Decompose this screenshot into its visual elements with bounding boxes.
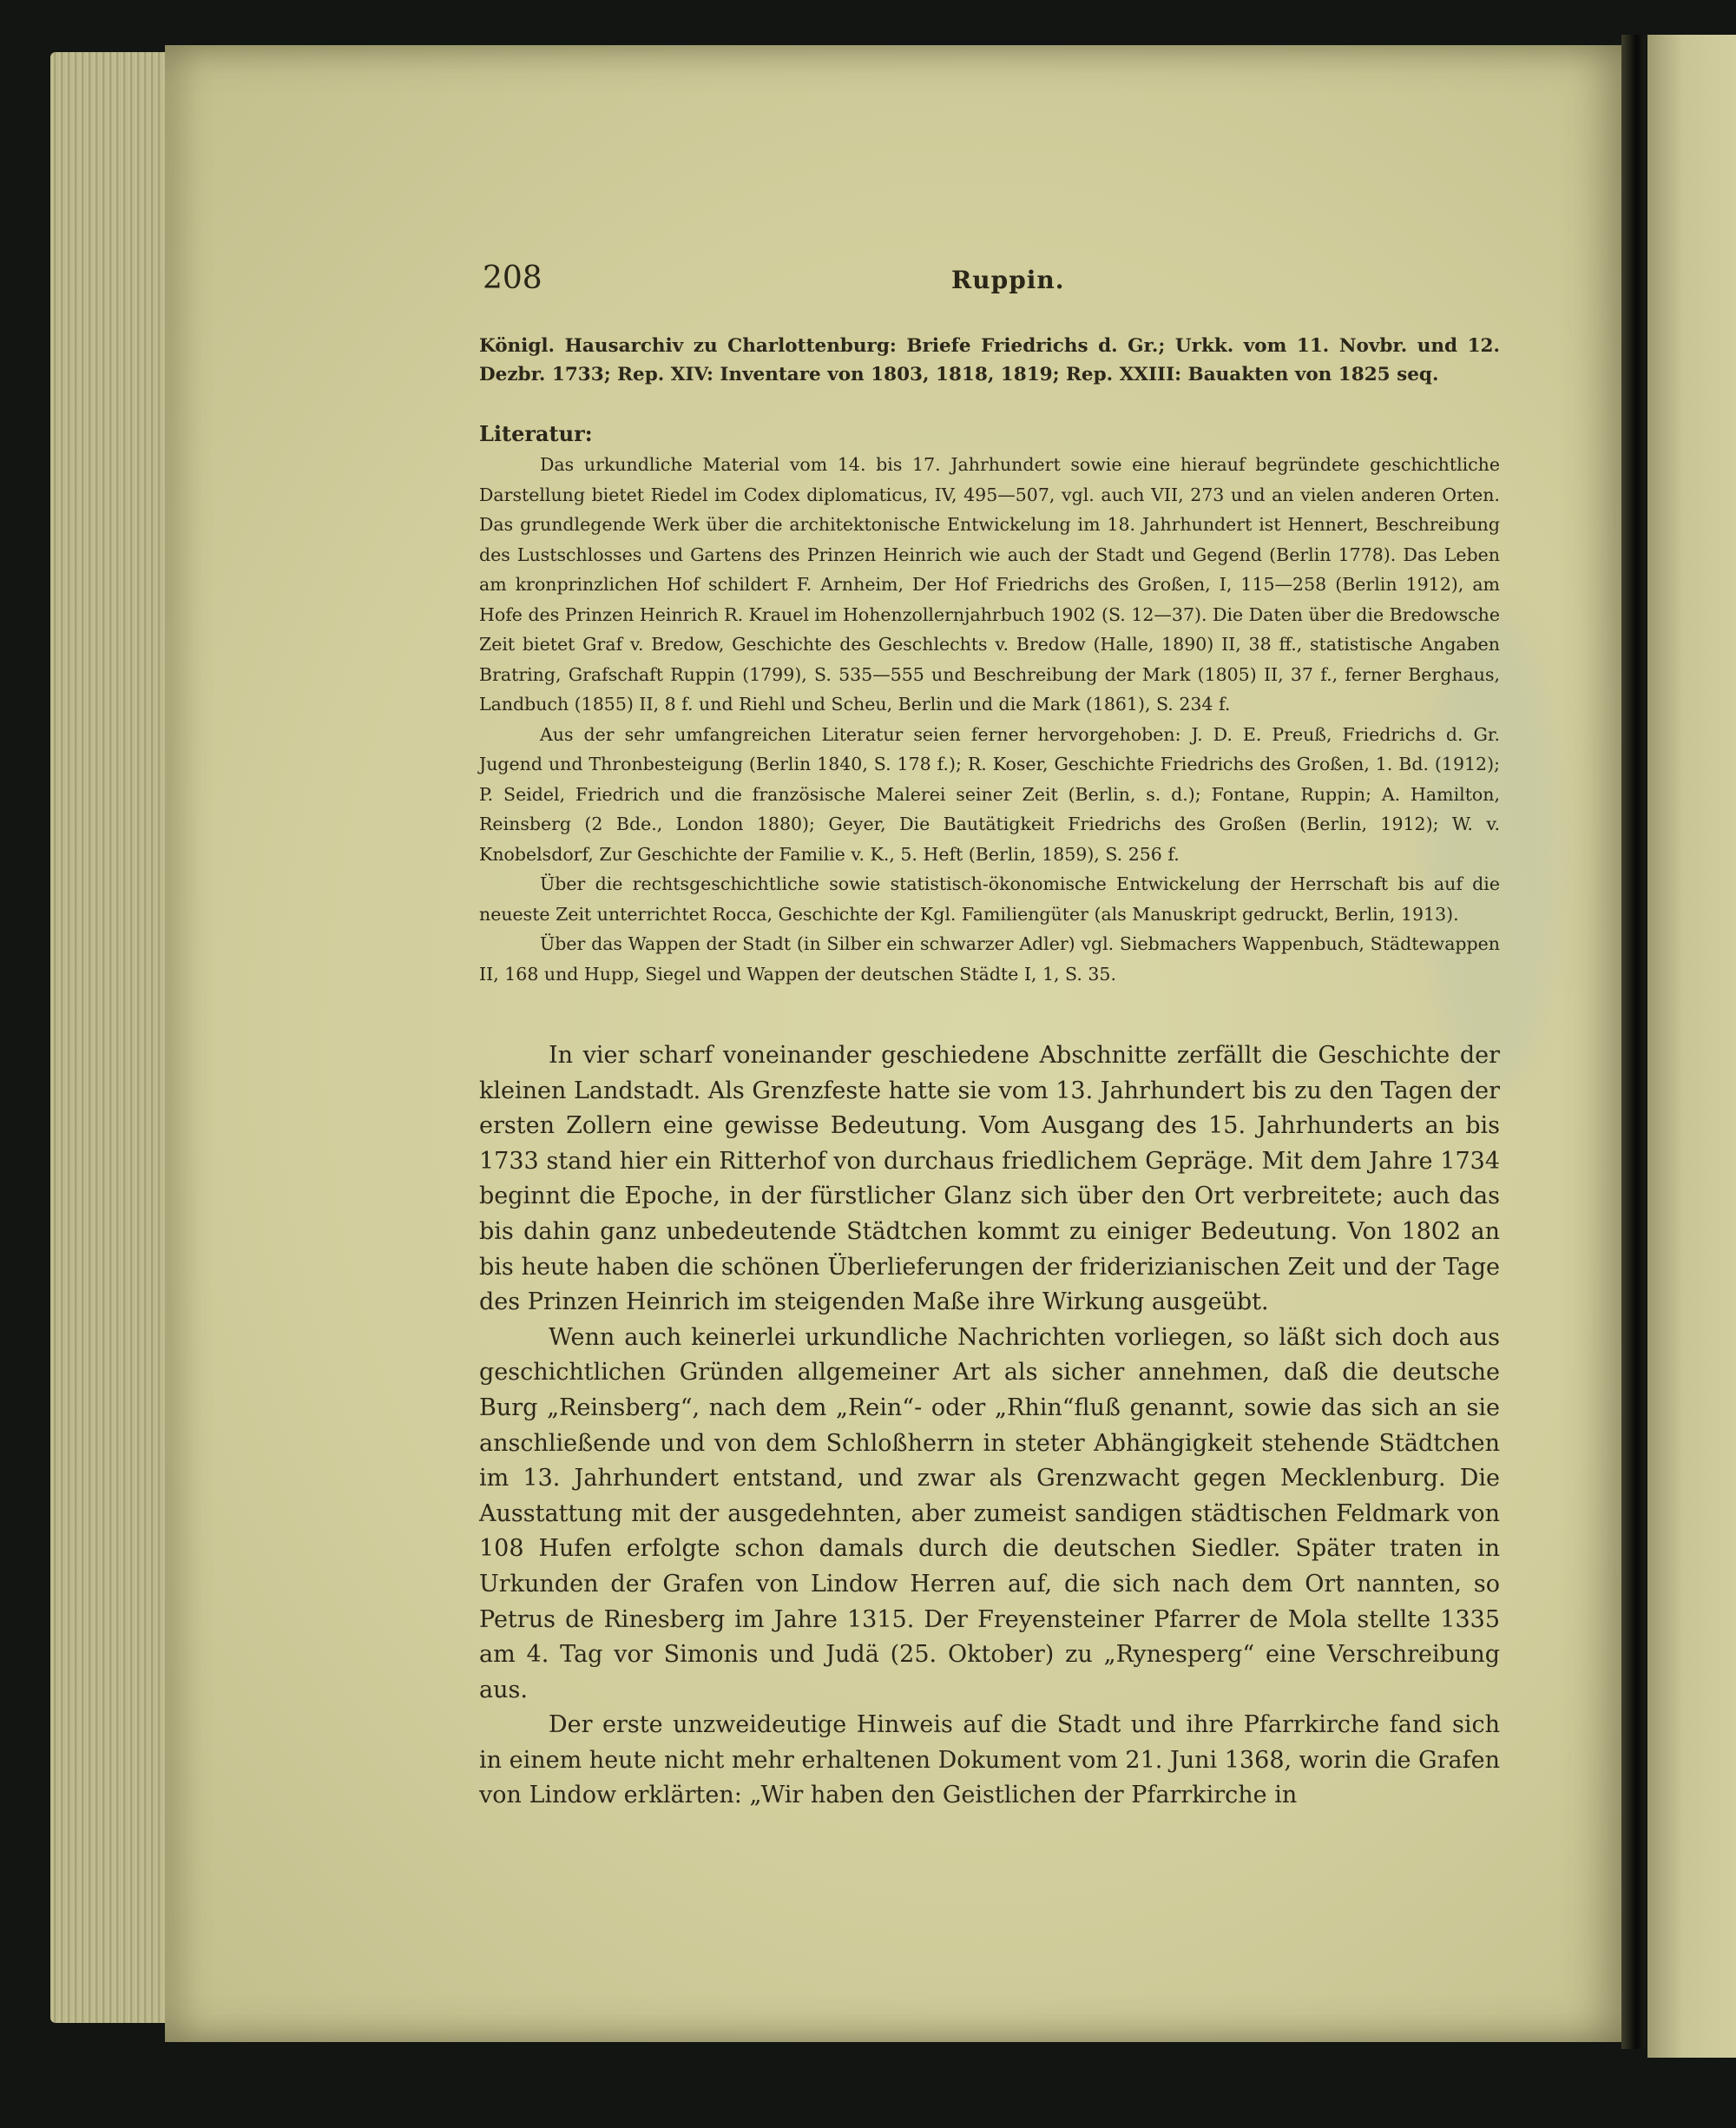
literature-section bbox=[479, 450, 1500, 989]
page-number: 208 bbox=[483, 260, 542, 296]
book-gutter bbox=[1621, 35, 1646, 2049]
archival-sources: Königl. Hausarchiv zu Charlottenburg: Briefe Friedrichs d. Gr.; Urkk. vom 11. Novbr. und 12. Dezbr. 1733; Rep. XIV: Inventare von 1803, 1818, 1819; Rep. XXIII: Bauakten von 1825 seq. bbox=[479, 335, 1500, 385]
literature-paragraph: Über das Wappen der Stadt (in Silber ein schwarzer Adler) vgl. Siebmachers Wappenbuch, Städtewappen II, 168 und Hupp, Siegel und Wappen der deutschen Städte I, 1, S. 35. bbox=[479, 933, 1500, 985]
facing-page-edge bbox=[1647, 35, 1736, 2058]
page-header bbox=[483, 260, 1493, 300]
body-paragraph: Der erste unzweideutige Hinweis auf die Stadt und ihre Pfarrkirche fand sich in einem heute nicht mehr erhaltenen Dokument vom 21. Juni 1368, worin die Grafen von Lindow erklärten: „Wir haben den Geistlichen der Pfarrkirche in bbox=[479, 1711, 1500, 1809]
body-paragraph: In vier scharf voneinander geschiedene Abschnitte zerfällt die Geschichte der kleinen Landstadt. Als Grenzfeste hatte sie vom 13. Jahrhundert bis zu den Tagen der ersten Zollern eine gewisse Bedeutung. Vom Ausgang des 15. Jahrhunderts an bis 1733 stand hier ein Ritterhof von durchaus friedlichem Gepräge. Mit dem Jahre 1734 beginnt die Epoche, in der fürstlicher Glanz sich über den Ort verbreitete; auch das bis dahin ganz unbedeutende Städtchen kommt zu einiger Bedeutung. Von 1802 an bis heute haben die schönen Überlieferungen der friderizianischen Zeit und der Tage des Prinzen Heinrich im steigenden Maße ihre Wirkung ausgeübt. bbox=[479, 1042, 1500, 1316]
literature-heading: Literatur: bbox=[479, 421, 593, 446]
literature-paragraph: Aus der sehr umfangreichen Literatur seien ferner hervorgehoben: J. D. E. Preuß, Friedrichs d. Gr. Jugend und Thronbesteigung (Berlin 1840, S. 178 f.); R. Koser, Geschichte Friedrichs des Großen, 1. Bd. (1912); P. Seidel, Friedrich und die französische Malerei seiner Zeit (Berlin, s. d.); Fontane, Ruppin; A. Hamilton, Reinsberg (2 Bde., London 1880); Geyer, Die Bautätigkeit Friedrichs des Großen (Berlin, 1912); W. v. Knobelsdorf, Zur Geschichte der Familie v. K., 5. Heft (Berlin, 1859), S. 256 f. bbox=[479, 723, 1500, 865]
literature-paragraph: Über die rechtsgeschichtliche sowie statistisch-ökonomische Entwickelung der Herrschaft bis auf die neueste Zeit unterrichtet Rocca, Geschichte der Kgl. Familiengüter (als Manuskript gedruckt, Berlin, 1913). bbox=[479, 873, 1500, 925]
page-stack-edge bbox=[50, 52, 181, 2023]
main-text bbox=[479, 1038, 1500, 1814]
literature-paragraph: Das urkundliche Material vom 14. bis 17. Jahrhundert sowie eine hierauf begründete geschichtliche Darstellung bietet Riedel im Codex diplomaticus, IV, 495—507, vgl. auch VII, 273 und an vielen anderen Orten. Das grundlegende Werk über die architektonische Entwickelung im 18. Jahrhundert ist Hennert, Beschreibung des Lustschlosses und Gartens des Prinzen Heinrich wie auch der Stadt und Gegend (Berlin 1778). Das Leben am kronprinzlichen Hof schildert F. Arnheim, Der Hof Friedrichs des Großen, I, 115—258 (Berlin 1912), am Hofe des Prinzen Heinrich R. Krauel im Hohenzollernjahrbuch 1902 (S. 12—37). Die Daten über die Bredowsche Zeit bietet Graf v. Bredow, Geschichte des Geschlechts v. Bredow (Halle, 1890) II, 38 ff., statistische Angaben Bratring, Grafschaft Ruppin (1799), S. 535—555 und Beschreibung der Mark (1805) II, 37 f., ferner Berghaus, Landbuch (1855) II, 8 f. und Riehl und Scheu, Berlin und die Mark (1861), S. 234 f. bbox=[479, 454, 1500, 715]
running-title: Ruppin. bbox=[951, 266, 1065, 294]
body-paragraph: Wenn auch keinerlei urkundliche Nachrichten vorliegen, so läßt sich doch aus geschichtlichen Gründen allgemeiner Art als sicher annehmen, daß die deutsche Burg „Reinsberg“, nach dem „Rein“- oder „Rhin“fluß genannt, sowie das sich an sie anschließende und von dem Schloßherrn in steter Abhängigkeit stehende Städtchen im 13. Jahrhundert entstand, und zwar als Grenzwacht gegen Mecklenburg. Die Ausstattung mit der ausgedehnten, aber zumeist sandigen städtischen Feldmark von 108 Hufen erfolgte schon damals durch die deutschen Siedler. Später traten in Urkunden der Grafen von Lindow Herren auf, die sich nach dem Ort nannten, so Petrus de Rinesberg im Jahre 1315. Der Freyensteiner Pfarrer de Mola stellte 1335 am 4. Tag vor Simonis und Judä (25. Oktober) zu „Rynesperg“ eine Verschreibung aus. bbox=[479, 1323, 1500, 1703]
